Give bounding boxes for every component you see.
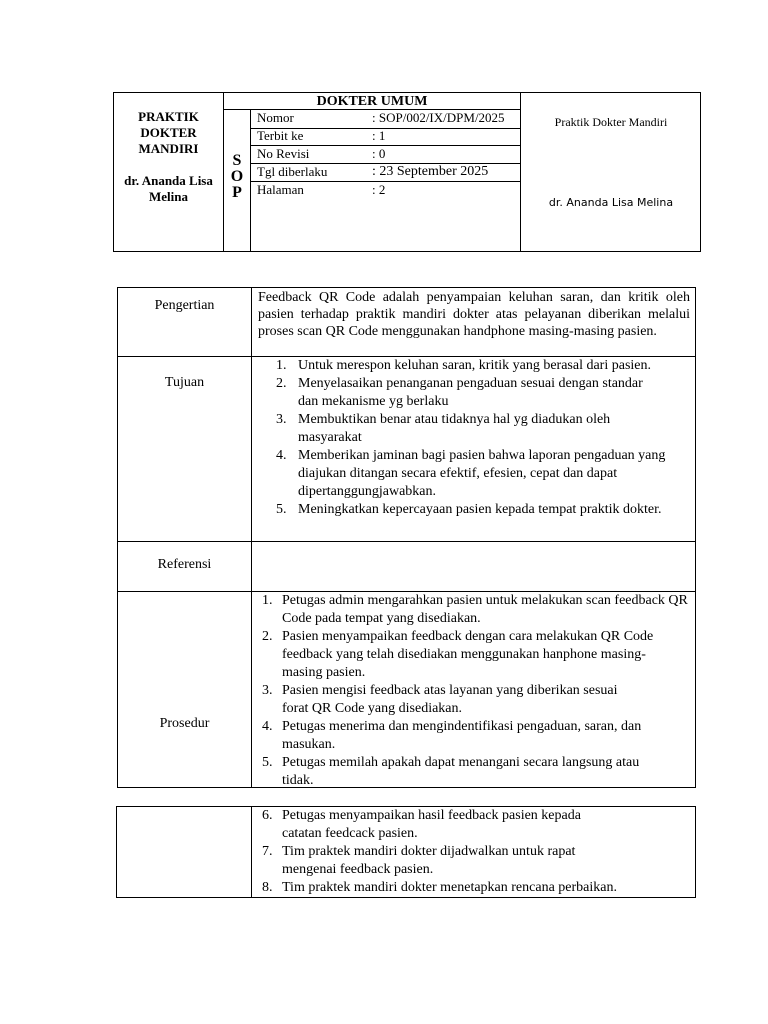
header-title: DOKTER UMUM [316, 94, 428, 109]
list-item: 4. Petugas menerima dan mengindentifikasi pengaduan, saran, dan masukan. [262, 719, 642, 752]
practice-name: Praktik Dokter Mandiri [554, 115, 668, 129]
list-item: 3. Membuktikan benar atau tidaknya hal yg diadukan oleh masyarakat [276, 412, 611, 445]
prosedur-list-continued [254, 807, 694, 897]
meta-value: : 2 [372, 182, 386, 197]
row-label-pengertian: Pengertian [154, 298, 215, 313]
sop-vertical-label [224, 153, 250, 201]
list-item: 2. Pasien menyampaikan feedback dengan cara melakukan QR Code feedback yang telah disediakan menggunakan hanphone masing-masing pasien. [262, 629, 654, 680]
clinic-name: PRAKTIK DOKTER MANDIRI [138, 109, 199, 156]
list-item: 6. Petugas menyampaikan hasil feedback pasien kepada catatan feedcack pasien. [262, 808, 581, 841]
list-item: 3. Pasien mengisi feedback atas layanan yang diberikan sesuai forat QR Code yang disediakan. [262, 683, 618, 716]
doctor-name: dr. Ananda Lisa Melina [548, 196, 674, 209]
row-label-prosedur: Prosedur [159, 716, 210, 731]
meta-label: Halaman [257, 182, 304, 197]
meta-row-terbit [251, 128, 520, 146]
sop-continuation-table [116, 806, 696, 898]
sop-content-table [117, 287, 696, 788]
sop-header-table [113, 92, 701, 252]
meta-label: Tgl diberlaku [257, 164, 328, 179]
list-item: 5. Meningkatkan kepercayaan pasien kepada tempat praktik dokter. [276, 502, 662, 517]
meta-label: Terbit ke [257, 128, 304, 143]
meta-value: : 23 September 2025 [372, 164, 489, 179]
sop-letter: P [232, 184, 242, 201]
sop-letter: O [230, 168, 244, 185]
meta-row-revisi [251, 146, 520, 164]
divider [251, 288, 252, 787]
meta-value: : 1 [372, 128, 386, 143]
divider [251, 807, 252, 897]
tujuan-list [254, 357, 694, 519]
list-item: 8. Tim praktek mandiri dokter menetapkan rencana perbaikan. [262, 880, 617, 895]
meta-value: : 0 [372, 146, 386, 161]
prosedur-list [254, 592, 694, 790]
list-item: 1. Petugas admin mengarahkan pasien untuk melakukan scan feedback QR Code pada tempat yang disediakan. [262, 593, 688, 626]
list-item: 7. Tim praktek mandiri dokter dijadwalkan untuk rapat mengenai feedback pasien. [262, 844, 576, 877]
meta-value: : SOP/002/IX/DPM/2025 [372, 110, 505, 125]
clinic-block [114, 109, 223, 205]
meta-row-halaman [251, 182, 520, 200]
list-item: 4. Memberikan jaminan bagi pasien bahwa laporan pengaduan yang diajukan ditangan secara efektif, efesien, cepat dan dapat dipertanggungjawabkan. [276, 448, 666, 499]
meta-row-nomor [251, 110, 520, 128]
list-item: 1. Untuk merespon keluhan saran, kritik yang berasal dari pasien. [276, 358, 652, 373]
list-item: 2. Menyelasaikan penanganan pengaduan sesuai dengan standar dan mekanisme yg berlaku [276, 376, 643, 409]
row-label-tujuan: Tujuan [164, 375, 205, 390]
meta-label: Nomor [257, 110, 294, 125]
sop-letter: S [232, 152, 242, 169]
divider [118, 541, 695, 542]
row-label-referensi: Referensi [157, 557, 212, 572]
list-item: 5. Petugas memilah apakah dapat menangani secara langsung atau tidak. [262, 755, 640, 788]
meta-label: No Revisi [257, 146, 310, 161]
meta-row-tgl [251, 164, 520, 182]
pengertian-text: Feedback QR Code adalah penyampaian keluhan saran, dan kritik oleh pasien terhadap praktik mandiri dokter atas pelayanan diberikan melalui proses scan QR Code menggunakan handphone masing-masing pasien. [258, 290, 690, 339]
clinic-doctor: dr. Ananda Lisa Melina [124, 173, 213, 204]
